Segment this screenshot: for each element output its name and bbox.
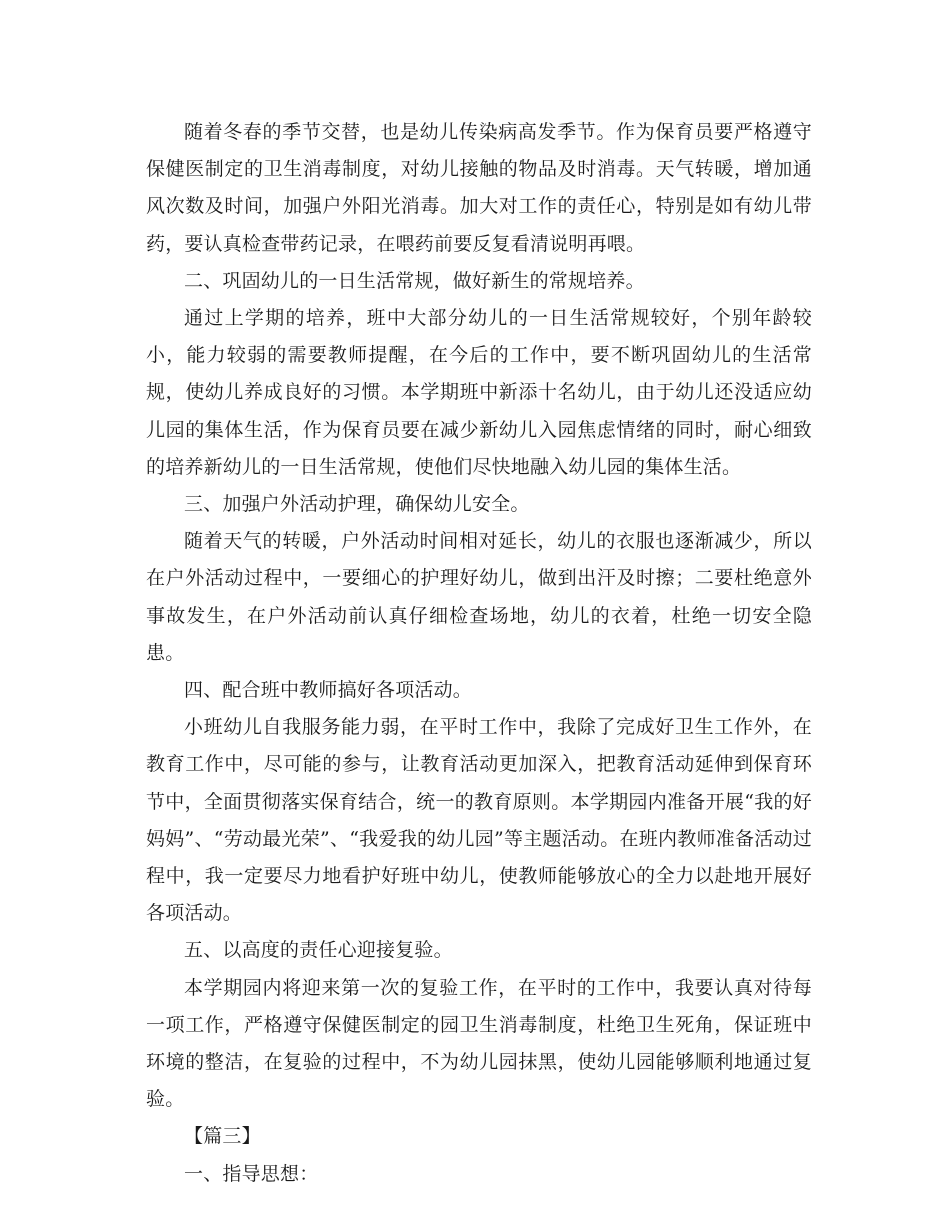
section-heading-guiding-thought: 一、指导思想： — [184, 1162, 319, 1185]
section-heading-3: 三、加强户外活动护理，确保幼儿安全。 — [184, 493, 530, 516]
paragraph-disinfection: 随着冬春的季节交替，也是幼儿传染病高发季节。作为保育员要严格遵守保健医制定的卫生消毒制度，对幼儿接触的物品及时消毒。天气转暖，增加通风次数及时间，加强户外阳光消毒。加大对工作的责任心，特别是如有幼儿带药，要认真检查带药记录，在喂药前要反复看清说明再喂。 — [146, 121, 812, 255]
paragraph-teacher-cooperation: 小班幼儿自我服务能力弱，在平时工作中，我除了完成好卫生工作外，在教育工作中，尽可能的参与，让教育活动更加深入，把教育活动延伸到保育环节中，全面贯彻落实保育结合，统一的教育原则。本学期园内准备开展“我的好妈妈”、“劳动最光荣”、“我爱我的幼儿园”等主题活动。在班内教师准备活动过程中，我一定要尽力地看护好班中幼儿，使教师能够放心的全力以赴地开展好各项活动。 — [146, 716, 812, 925]
section-heading-2: 二、巩固幼儿的一日生活常规，做好新生的常规培养。 — [184, 269, 645, 292]
section-heading-5: 五、以高度的责任心迎接复验。 — [184, 939, 453, 962]
document-body — [146, 114, 812, 1193]
chapter-heading-part-three: 【篇三】 — [184, 1125, 261, 1148]
paragraph-outdoor-care: 随着天气的转暖，户外活动时间相对延长，幼儿的衣服也逐渐减少，所以在户外活动过程中，一要细心的护理好幼儿，做到出汗及时擦；二要杜绝意外事故发生，在户外活动前认真仔细检查场地，幼儿的衣着，杜绝一切安全隐患。 — [146, 530, 812, 664]
section-heading-4: 四、配合班中教师搞好各项活动。 — [184, 679, 473, 702]
paragraph-reinspection: 本学期园内将迎来第一次的复验工作，在平时的工作中，我要认真对待每一项工作，严格遵守保健医制定的园卫生消毒制度，杜绝卫生死角，保证班中环境的整洁，在复验的过程中，不为幼儿园抹黑，使幼儿园能够顺利地通过复验。 — [146, 976, 812, 1111]
paragraph-daily-routine: 通过上学期的培养，班中大部分幼儿的一日生活常规较好，个别年龄较小，能力较弱的需要教师提醒，在今后的工作中，要不断巩固幼儿的生活常规，使幼儿养成良好的习惯。本学期班中新添十名幼儿，由于幼儿还没适应幼儿园的集体生活，作为保育员要在减少新幼儿入园焦虑情绪的同时，耐心细致的培养新幼儿的一日生活常规，使他们尽快地融入幼儿园的集体生活。 — [146, 307, 812, 478]
